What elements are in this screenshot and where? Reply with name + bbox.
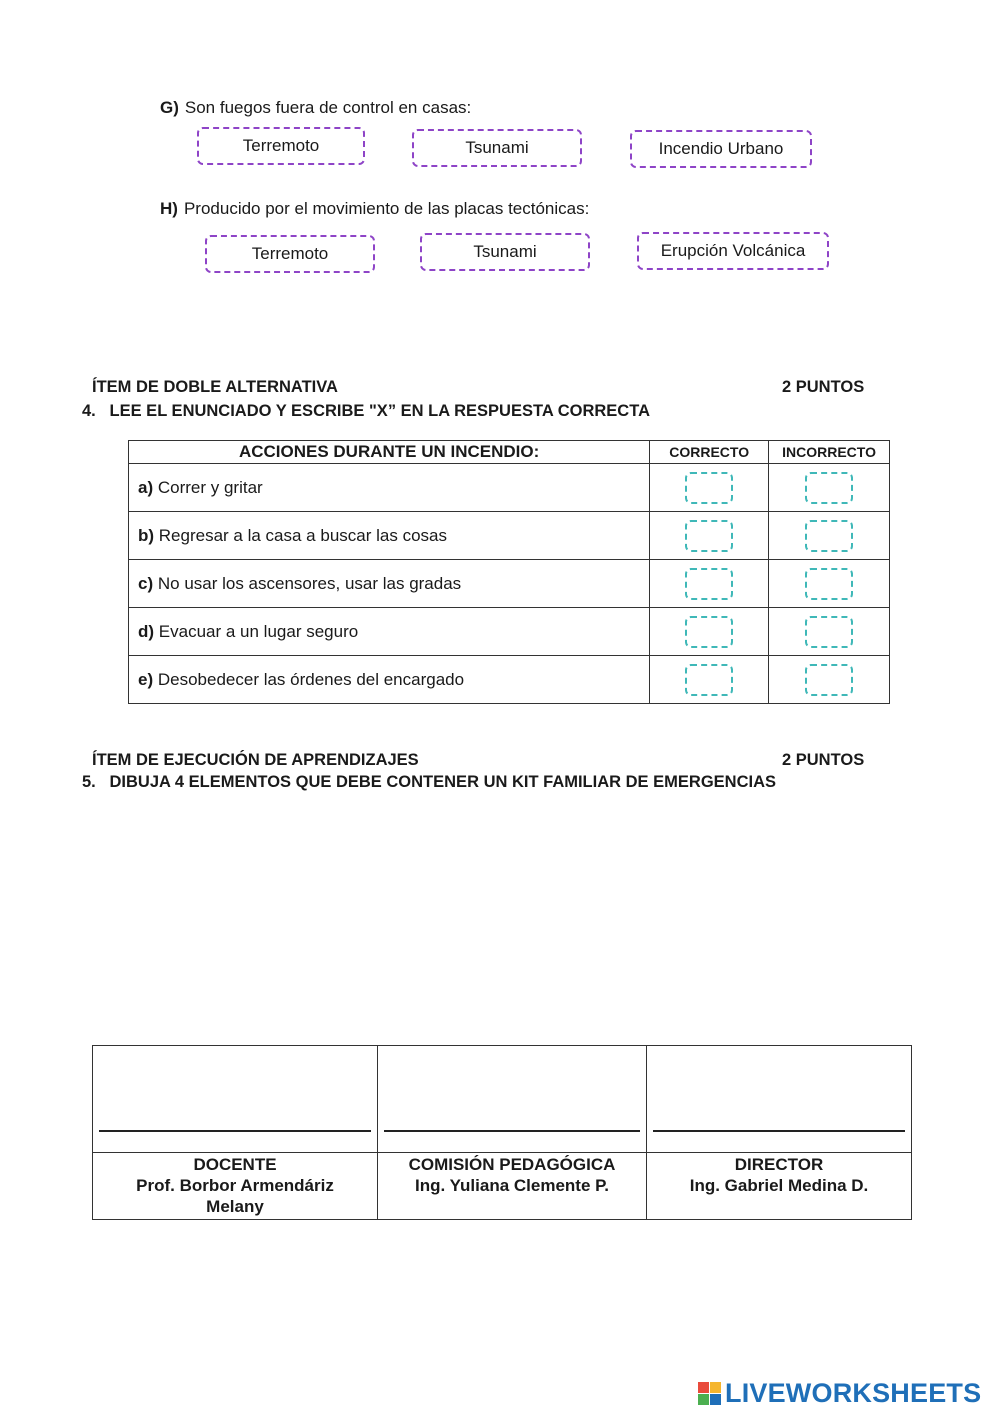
row-c-correcto-box[interactable] bbox=[685, 568, 733, 600]
question-h-letter: H) bbox=[160, 199, 178, 218]
row-b-text: b) Regresar a la casa a buscar las cosas bbox=[129, 512, 650, 560]
signature-comision bbox=[378, 1153, 647, 1220]
row-c-incorrecto-box[interactable] bbox=[805, 568, 853, 600]
row-a-incorrecto-box[interactable] bbox=[805, 472, 853, 504]
header-incorrecto: INCORRECTO bbox=[769, 441, 890, 464]
section5-title: ÍTEM DE EJECUCIÓN DE APRENDIZAJES bbox=[92, 751, 419, 769]
section5-points: 2 PUNTOS bbox=[782, 751, 865, 769]
signature-role: COMISIÓN PEDAGÓGICA bbox=[408, 1155, 616, 1174]
question-g-text: Son fuegos fuera de control en casas: bbox=[184, 98, 472, 117]
option-g-terremoto[interactable]: Terremoto bbox=[197, 127, 365, 165]
section4-title: ÍTEM DE DOBLE ALTERNATIVA bbox=[92, 378, 338, 396]
logo-mark-icon bbox=[698, 1382, 721, 1405]
option-g-incendio-urbano[interactable]: Incendio Urbano bbox=[630, 130, 812, 168]
signature-line bbox=[384, 1130, 640, 1132]
question-g bbox=[160, 98, 471, 118]
signature-area-director bbox=[647, 1046, 912, 1153]
signature-name-cont: Melany bbox=[206, 1197, 264, 1216]
option-h-erupcion-volcanica[interactable]: Erupción Volcánica bbox=[637, 232, 829, 270]
liveworksheets-logo bbox=[698, 1378, 981, 1409]
option-g-tsunami[interactable]: Tsunami bbox=[412, 129, 582, 167]
question-g-letter: G) bbox=[160, 98, 179, 117]
signature-name: Ing. Gabriel Medina D. bbox=[689, 1176, 869, 1195]
row-c-text: c) No usar los ascensores, usar las gradas bbox=[129, 560, 650, 608]
row-b-incorrecto-box[interactable] bbox=[805, 520, 853, 552]
row-e-incorrecto-box[interactable] bbox=[805, 664, 853, 696]
signature-role: DIRECTOR bbox=[734, 1155, 824, 1174]
row-b-correcto-box[interactable] bbox=[685, 520, 733, 552]
option-h-tsunami[interactable]: Tsunami bbox=[420, 233, 590, 271]
table-row bbox=[129, 608, 890, 656]
row-a-text: a) Correr y gritar bbox=[129, 464, 650, 512]
signature-name: Prof. Borbor Armendáriz bbox=[136, 1176, 334, 1195]
logo-text: LIVEWORKSHEETS bbox=[725, 1378, 982, 1408]
signature-area-comision bbox=[378, 1046, 647, 1153]
signature-line bbox=[99, 1130, 371, 1132]
header-correcto: CORRECTO bbox=[650, 441, 769, 464]
question-h bbox=[160, 199, 589, 219]
section5-instruction: 5. DIBUJA 4 ELEMENTOS QUE DEBE CONTENER UN KIT FAMILIAR DE EMERGENCIAS bbox=[82, 773, 776, 791]
option-h-terremoto[interactable]: Terremoto bbox=[205, 235, 375, 273]
row-e-text: e) Desobedecer las órdenes del encargado bbox=[129, 656, 650, 704]
question-h-text: Producido por el movimiento de las placas tectónicas: bbox=[183, 199, 590, 218]
row-a-correcto-box[interactable] bbox=[685, 472, 733, 504]
signature-name: Ing. Yuliana Clemente P. bbox=[415, 1176, 609, 1195]
row-d-correcto-box[interactable] bbox=[685, 616, 733, 648]
table-row bbox=[129, 464, 890, 512]
signature-line bbox=[653, 1130, 905, 1132]
signature-area-docente bbox=[93, 1046, 378, 1153]
table-row bbox=[129, 656, 890, 704]
signature-director bbox=[647, 1153, 912, 1220]
table-row bbox=[129, 512, 890, 560]
section4-points: 2 PUNTOS bbox=[782, 378, 865, 396]
actions-table-header bbox=[129, 441, 890, 464]
header-acciones: ACCIONES DURANTE UN INCENDIO: bbox=[129, 441, 650, 464]
row-d-incorrecto-box[interactable] bbox=[805, 616, 853, 648]
row-d-text: d) Evacuar a un lugar seguro bbox=[129, 608, 650, 656]
signature-table bbox=[92, 1045, 912, 1220]
actions-table bbox=[128, 440, 890, 704]
row-e-correcto-box[interactable] bbox=[685, 664, 733, 696]
signature-role: DOCENTE bbox=[193, 1155, 277, 1174]
section4-instruction: 4. LEE EL ENUNCIADO Y ESCRIBE "X” EN LA RESPUESTA CORRECTA bbox=[82, 402, 650, 420]
table-row bbox=[129, 560, 890, 608]
signature-docente bbox=[93, 1153, 378, 1220]
